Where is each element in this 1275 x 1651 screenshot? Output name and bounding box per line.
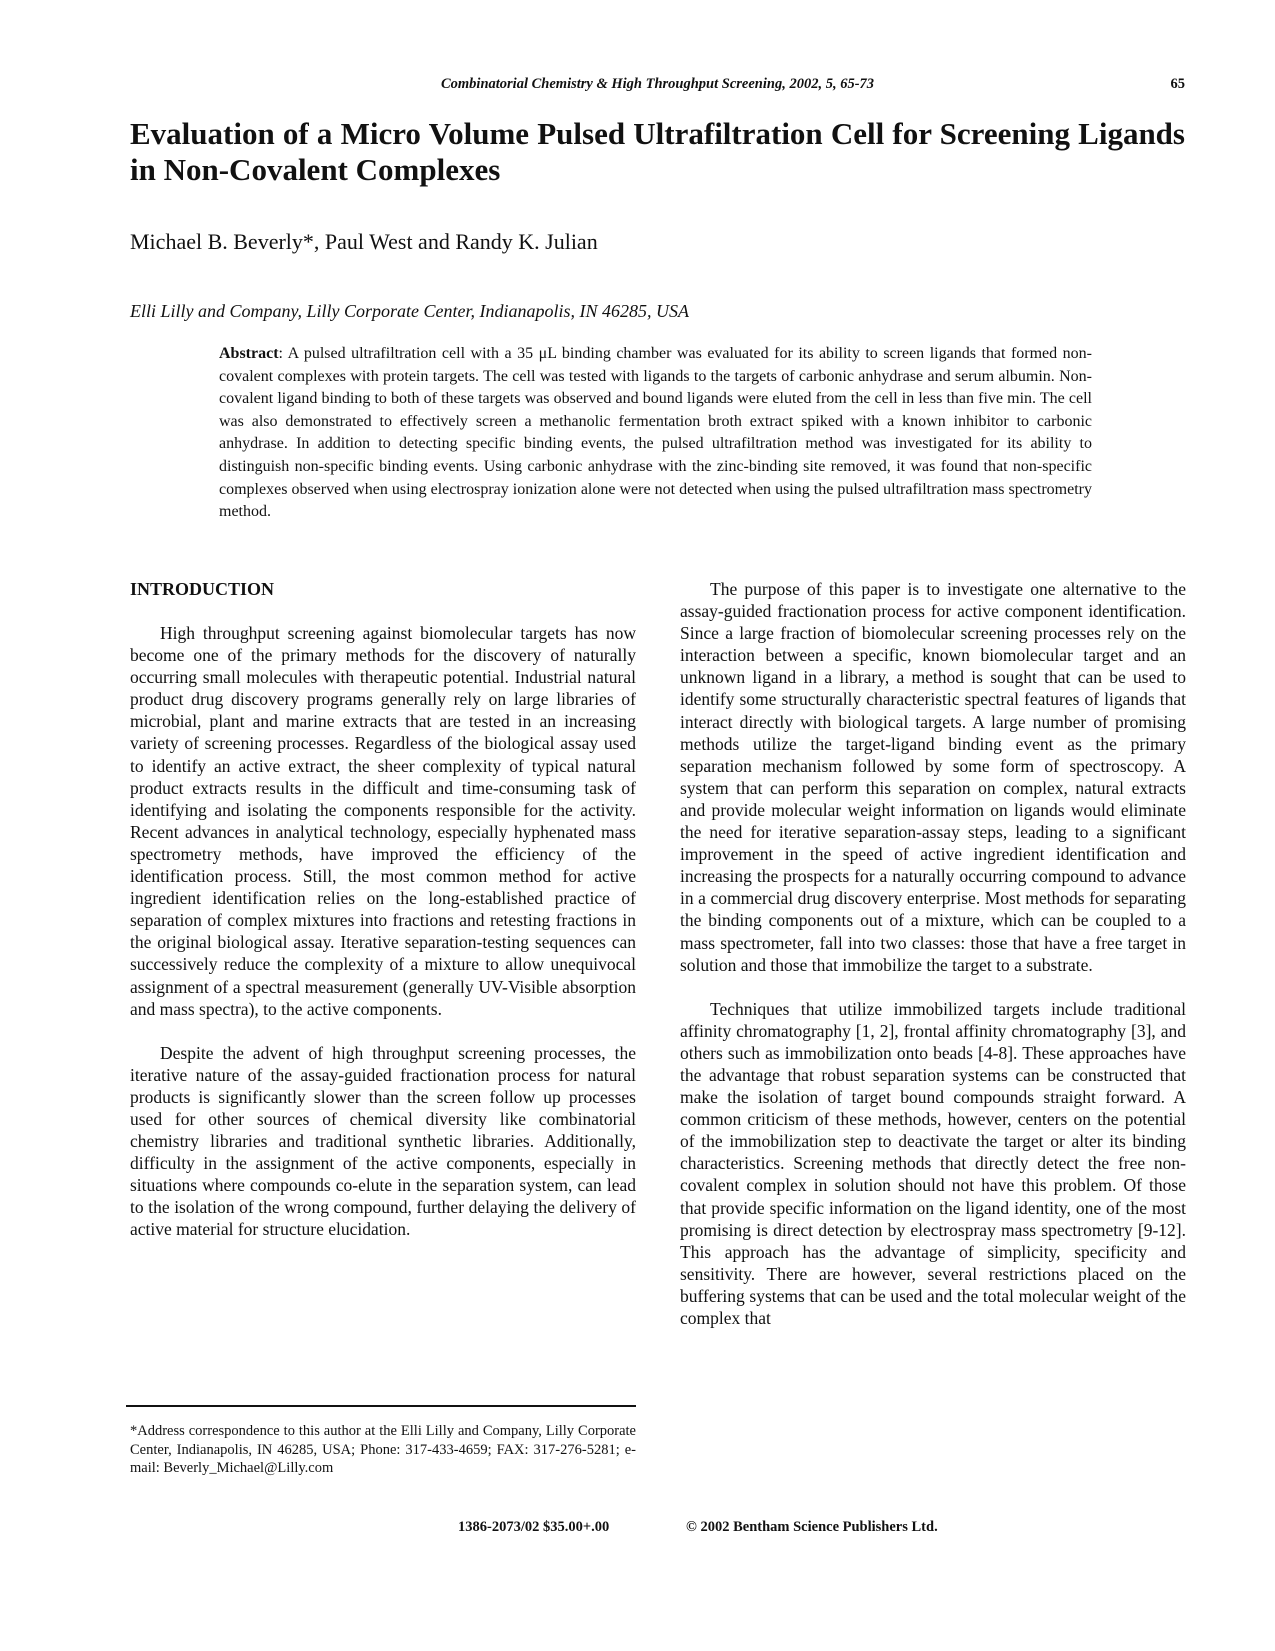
page-number: 65: [1170, 76, 1185, 92]
running-head: [130, 76, 1185, 98]
author-affiliation: Elli Lilly and Company, Lilly Corporate Center, Indianapolis, IN 46285, USA: [130, 301, 690, 321]
right-column: [680, 578, 1186, 1329]
copyright-notice: © 2002 Bentham Science Publishers Ltd.: [686, 1519, 938, 1535]
footnote-divider: [126, 1405, 636, 1407]
abstract-text: : A pulsed ultrafiltration cell with a 35 μL binding chamber was evaluated for its ability to screen ligands that formed non-covalent complexes with protein targets. The cell was tested with ligands to the targets of carbonic anhydrase and serum albumin. Non-covalent ligand binding to both of these targets was observed and bound ligands were eluted from the cell in less than five min. The cell was also demonstrated to effectively screen a methanolic fermentation broth extract spiked with a known inhibitor to carbonic anhydrase. In addition to detecting specific binding events, the pulsed ultrafiltration method was investigated for its ability to distinguish non-specific binding events. Using carbonic anhydrase with the zinc-binding site removed, it was found that non-specific complexes observed when using electrospray ionization alone were not detected when using the pulsed ultrafiltration mass spectrometry method.: [219, 345, 1092, 521]
paragraph: Despite the advent of high throughput screening processes, the iterative nature of the assay-guided fractionation process for natural products is significantly slower than the screen follow up processes used for other sources of chemical diversity like combinatorial chemistry libraries and traditional synthetic libraries. Additionally, difficulty in the assignment of the active components, especially in situations where compounds co-elute in the separation system, can lead to the isolation of the wrong compound, further delaying the delivery of active material for structure elucidation.: [130, 1042, 636, 1240]
journal-citation: Combinatorial Chemistry & High Throughput Screening, 2002, 5, 65-73: [440, 76, 875, 92]
left-column: [130, 578, 636, 1241]
paper-title: Evaluation of a Micro Volume Pulsed Ultrafiltration Cell for Screening Ligands in Non-Covalent Complexes: [130, 116, 1185, 187]
abstract: [219, 343, 1092, 524]
author-list: Michael B. Beverly*, Paul West and Randy K. Julian: [130, 229, 598, 254]
paragraph: High throughput screening against biomolecular targets has now become one of the primary methods for the discovery of naturally occurring small molecules with therapeutic potential. Industrial natural product drug discovery programs generally rely on large libraries of microbial, plant and marine extracts that are tested in an increasing variety of screening processes. Regardless of the biological assay used to identify an active extract, the sheer complexity of typical natural product extracts results in the difficult and time-consuming task of identifying and isolating the components responsible for the activity. Recent advances in analytical technology, especially hyphenated mass spectrometry methods, have improved the efficiency of the identification process. Still, the most common method for active ingredient identification relies on the long-established practice of separation of complex mixtures into fractions and retesting fractions in the original biological assay. Iterative separation-testing sequences can successively reduce the complexity of a mixture to allow unequivocal assignment of a spectral measurement (generally UV-Visible absorption and mass spectra), to the active components.: [130, 623, 636, 1019]
page-footer: [0, 1519, 1275, 1541]
correspondence-footnote: *Address correspondence to this author at the Elli Lilly and Company, Lilly Corporate Center, Indianapolis, IN 46285, USA; Phone: 317-433-4659; FAX: 317-276-5281; e-mail: Beverly_Michael@Lilly.com: [130, 1423, 636, 1476]
paragraph: The purpose of this paper is to investigate one alternative to the assay-guided fractionation process for active component identification. Since a large fraction of biomolecular screening processes rely on the interaction between a specific, known biomolecular target and an unknown ligand in a library, a method is sought that can be used to identify some structurally characteristic spectral features of ligands that interact directly with biological targets. A large number of promising methods utilize the target-ligand binding event as the primary separation mechanism followed by some form of spectroscopy. A system that can perform this separation on complex, natural extracts and provide molecular weight information on ligands would eliminate the need for iterative separation-assay steps, leading to a significant improvement in the speed of active ingredient identification and increasing the prospects for a naturally occurring compound to advance in a commercial drug discovery enterprise. Most methods for separating the binding components out of a mixture, which can be coupled to a mass spectrometer, fall into two classes: those that have a free target in solution and those that immobilize the target to a substrate.: [680, 579, 1186, 975]
issn-price: 1386-2073/02 $35.00+.00: [458, 1519, 610, 1535]
abstract-label: Abstract: [219, 345, 279, 362]
paragraph: Techniques that utilize immobilized targets include traditional affinity chromatography [1, 2], frontal affinity chromatography [3], and others such as immobilization onto beads [4-8]. These approaches have the advantage that robust separation systems can be constructed that make the isolation of target bound compounds straight forward. A common criticism of these methods, however, centers on the potential of the immobilization step to deactivate the target or alter its binding characteristics. Screening methods that directly detect the free non-covalent complex in solution should not have this problem. Of those that provide specific information on the ligand identity, one of the most promising is direct detection by electrospray mass spectrometry [9-12]. This approach has the advantage of simplicity, specificity and sensitivity. There are however, several restrictions placed on the buffering systems that can be used and the total molecular weight of the complex that: [680, 998, 1186, 1328]
section-heading-introduction: INTRODUCTION: [130, 579, 275, 599]
